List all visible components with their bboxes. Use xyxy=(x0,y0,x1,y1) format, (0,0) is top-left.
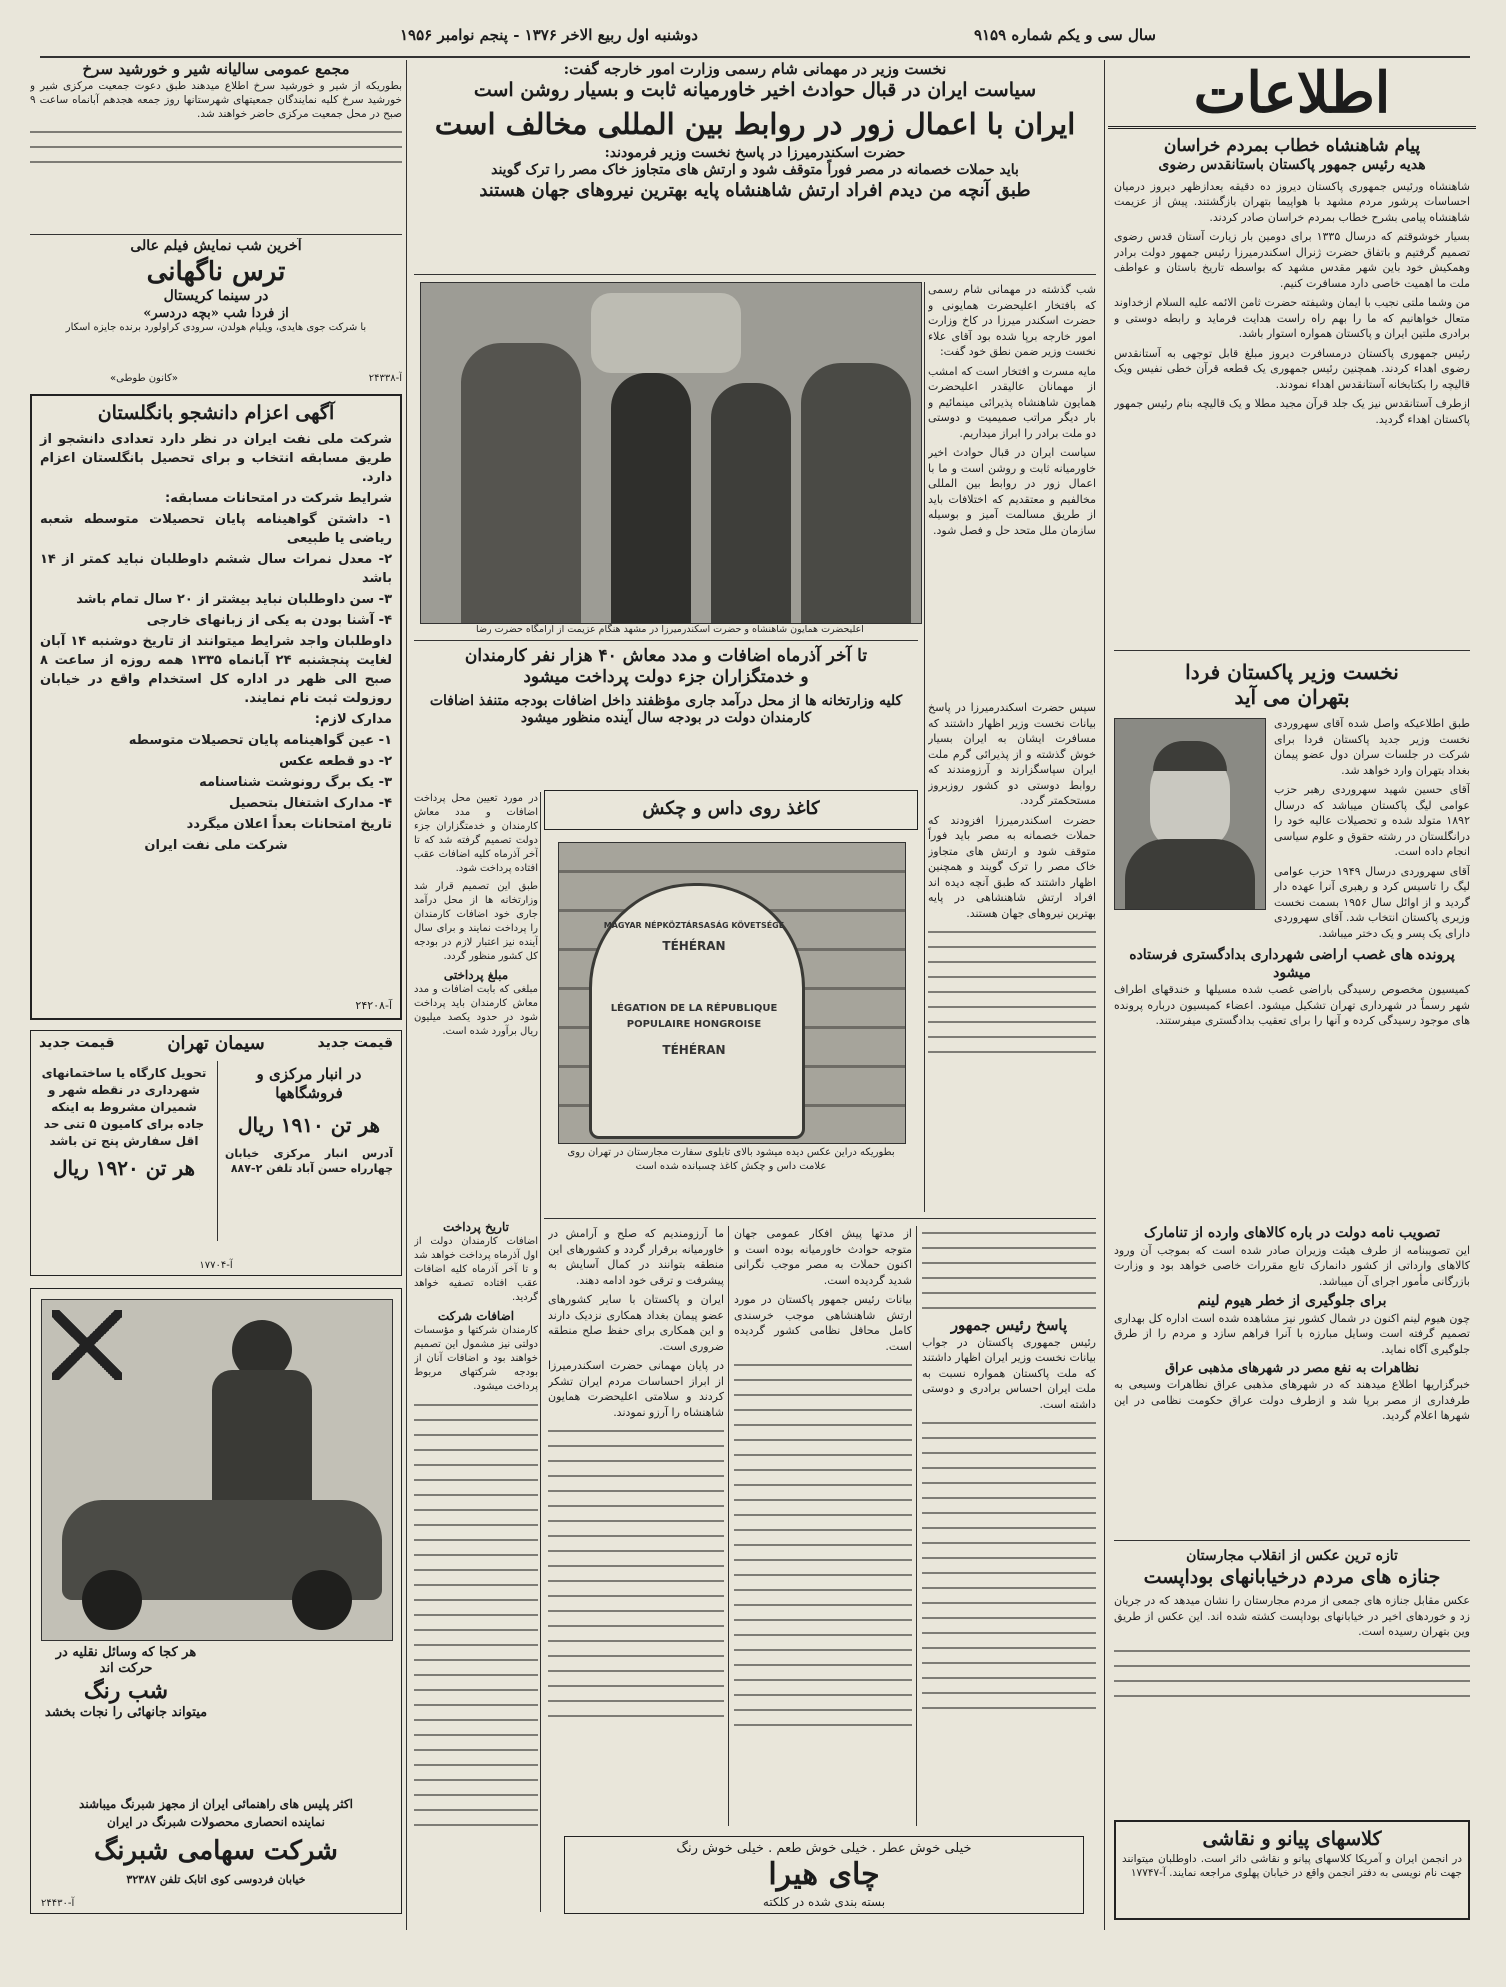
study-line: شرکت ملی نفت ایران xyxy=(144,837,288,853)
portrait-photo xyxy=(1114,718,1266,910)
article-col-continued xyxy=(928,700,1096,1210)
masthead-title: اطلاعات xyxy=(1108,60,1476,129)
paragraph: اضافات کارمندان دولت از اول آذرماه پرداخت خواهد شد و تا آخر آذرماه کلیه اضافات عقب افتاده تصفیه خواهد گردید. xyxy=(414,1236,538,1303)
left-column xyxy=(30,60,402,1930)
study-line: ۲- معدل نمرات سال ششم داوطلبان نباید کمتر از ۱۴ باشد xyxy=(40,551,392,586)
paragraph: آقای سهروردی درسال ۱۹۴۹ حزب عوامی لیگ را تاسیس کرد و رهبری آنرا عهده دار گردید و از اوائل سال ۱۹۵۶ بسمت نخست وزیری پاکستان انتخاب شد. آقای سهروردی دارای یک پسر و یک دختر میباشد. xyxy=(1274,864,1470,940)
tea-packaging: بسته بندی شده در کلکته xyxy=(762,1895,886,1909)
film-next: از فردا شب «بچه دردسر» xyxy=(143,305,289,321)
illegible-text-block xyxy=(734,1358,912,1738)
paragraph: در مورد تعیین محل پرداخت اضافات و مدد معاش کارمندان و خدمتگزاران جزء دولت تصمیم گرفته شد که تا آخر آذرماه کلیه اضافات عقب افتاده پرداخت شود. xyxy=(414,793,538,874)
study-line: شرکت ملی نفت ایران در نظر دارد تعدادی دانشجو از طریق مسابقه انتخاب و برای تحصیل بانگلستان اعزام دارد. xyxy=(40,431,392,485)
paragraph: این تصویبنامه از طرف هیئت وزیران صادر شده است که بموجب آن ورود کالاهای وارداتی از کشور دانمارک تابع مقررات خاصی خواهد بود و وزارت بازرگانی مأمور اجرای آن میباشد. xyxy=(1114,1243,1470,1288)
illegible-text-block xyxy=(414,1398,538,1838)
paragraph: سپس حضرت اسکندرمیرزا در پاسخ بیانات نخست وزیر اظهار داشتند که مسافرت ایشان به ایران بسیار خوش گذشته و از پذیرائی گرم ملت ایران سپاسگزارند و آرزومندند که روابط دوستی دو کشور روزبروز مستحکمتر گردد. xyxy=(928,701,1096,807)
dateline-year-issue: سال سی و یکم شماره ۹۱۵۹ xyxy=(973,26,1156,44)
salary-article-col-b xyxy=(414,1220,538,1910)
paragraph: چون هیوم لینم اکنون در شمال کشور نیز مشاهده شده است اداره کل بهداری تصمیم گرفته است وسایل مبارزه با آنرا فراهم سازد و مردم را از طرق جلوگیری آگاه نماید. xyxy=(1114,1311,1470,1356)
ad-piano-classes xyxy=(1114,1820,1470,1920)
deck-egypt-attacks: باید حملات خصمانه در مصر فوراً متوقف شود و ارتش های متجاوز خاک مصر را ترک گویند xyxy=(491,162,1019,179)
cement-left-text: تحویل کارگاه یا ساختمانهای شهرداری در نقطه شهر و شمیران مشروط به اینکه جاده برای کامیون ۵ تنی حد اقل سفارش پنج تن باشد xyxy=(41,1066,207,1148)
photo-shah-mirza xyxy=(420,282,922,624)
film-kicker: آخرین شب نمایش فیلم عالی xyxy=(130,238,302,254)
subhead-salary-date: تاریخ پرداخت xyxy=(443,1220,509,1234)
continued-col-2 xyxy=(734,1226,912,1826)
dateline-bar xyxy=(20,22,1486,52)
column-rule xyxy=(540,792,541,1912)
study-line: ۳- یک برگ رونوشت شناسنامه xyxy=(199,774,392,790)
film-code: آ-۲۴۳۳۸ xyxy=(368,373,402,384)
study-line: ۴- مدارک اشتغال بتحصیل xyxy=(228,795,392,811)
paragraph: از مدتها پیش افکار عمومی جهان متوجه حوادث خاورمیانه بوده است و اکنون حملات به مصر موجب نگرانی شدید گردیده است. xyxy=(734,1227,912,1287)
cement-address: آدرس انبار مرکزی خیابان چهارراه حسن آباد تلفن ۲-۸۸۷ xyxy=(225,1146,393,1175)
paragraph: عکس مقابل جنازه های جمعی از مردم مجارستان را نشان میدهد که در جریان زد و خوردهای اخیر در خیابانهای بوداپست کشته شده اند. این عکس از طریق وین بتهران رسیده است. xyxy=(1114,1594,1470,1639)
headline-pakistan-pm: نخست وزیر پاکستان فردا xyxy=(1185,660,1399,684)
study-line: ۳- سن داوطلبان نباید بیشتر از ۲۰ سال تمام باشد xyxy=(76,591,392,607)
column-rule xyxy=(916,1226,917,1826)
cement-delivery xyxy=(39,1065,209,1245)
shabrang-text-3: میتواند جانهائی را نجات بخشد xyxy=(44,1705,208,1720)
illegible-text-block xyxy=(1114,1644,1470,1704)
photo-embassy-sign xyxy=(558,842,906,1144)
continued-col-1 xyxy=(548,1226,724,1826)
sickle-hammer-block xyxy=(544,790,918,1216)
sign-text-3: LÉGATION DE LA RÉPUBLIQUE xyxy=(610,1003,778,1014)
paragraph: مایه مسرت و افتخار است که امشب از مهمانان عالیقدر اعلیحضرت همایون شاهنشاه پذیرائی مینمائیم و بار دیگر مراتب صمیمیت و دوستی دو ملت برادر را ابراز میداریم. xyxy=(928,364,1096,440)
photo-shah-mirza-caption: اعلیحضرت همایون شاهنشاه و حضرت اسکندرمیرزا در مشهد هنگام عزیمت از آرامگاه حضرت رضا xyxy=(476,624,864,635)
shabrang-text-5: نماینده انحصاری محصولات شبرنگ در ایران xyxy=(107,1815,325,1829)
cement-price-new-left: قیمت جدید xyxy=(39,1035,115,1051)
photo-embassy-caption: بطوریکه دراین عکس دیده میشود بالای تابلوی سفارت مجارستان در تهران روی علامت داس و چکش کاغذ چسبانده شده است xyxy=(567,1147,895,1172)
paragraph: کمیسیون مخصوص رسیدگی باراضی غصب شده مسیلها و خندقهای اطراف شهر رسماً در شهرداری تهران تشکیل میشود. اعضاء کمیسیون درباره پرونده های موجود رسیدگی کرده و آنها را برای تعقیب بدادگستری میفرستند. xyxy=(1114,983,1470,1027)
shabrang-text-1: هر کجا که وسائل نقلیه در حرکت اند xyxy=(55,1645,197,1677)
deck-salary: کلیه وزارتخانه ها از محل درآمد جاری مؤظفند داخل اضافات بودجه متنفذ اضافات کارمندان دولت در بودجه سال آینده منظور میشود xyxy=(429,692,903,726)
paragraph: رئیس جمهوری پاکستان درمسافرت دیروز مبلغ قابل توجهی به آستانقدس رضوی اهداء کردند. همچنین رئیس جمهوری یک قطعه قرآن خطی نفیس ویک قالیچه را بکتابخانه آستانقدس اهداء نمودند. xyxy=(1114,346,1470,391)
continued-col-3 xyxy=(922,1226,1096,1826)
dateline-date: دوشنبه اول ربیع الاخر ۱۳۷۶ - پنجم نوامبر ۱۹۵۶ xyxy=(400,26,698,44)
paragraph: بسیار خوشوقتم که درسال ۱۳۳۵ برای دومین بار زیارت آستان قدس رضوی تصمیم گرفتیم و باتفاق حضرت ژنرال اسکندرمیرزا رئیس جمهور دولت برادر وهمکیش خود باین شهر مقدس مشهد که بواسطه تاریخ باستان و عواطف ملت ما اهمیت خاصی دارد مسافرت کنیم. xyxy=(1114,230,1470,290)
shabrang-address: خیابان فردوسی کوی اتابک تلفن ۳۲۳۸۷ xyxy=(126,1873,306,1886)
ad-shabrang xyxy=(30,1288,402,1914)
salary-headline-block xyxy=(414,640,918,790)
divider xyxy=(544,1218,1096,1219)
headline-pakistan-pm-2: بتهران می آید xyxy=(1234,685,1350,709)
paragraph: ایران و پاکستان با سایر کشورهای عضو پیمان بغداد همکاری نزدیک دارند و این همکاری برای حفظ صلح منطقه ضروری است. xyxy=(548,1293,724,1353)
ad-tehran-cement xyxy=(30,1030,402,1276)
shabrang-text-2: شب رنگ xyxy=(83,1677,169,1704)
subhead-salary-company: اضافات شرکت xyxy=(437,1309,515,1323)
film-title: ترس ناگهانی xyxy=(146,256,286,287)
paragraph: سیاست ایران در قبال حوادث اخیر خاورمیانه ثابت و روشن است و ما با اعمال زور در روابط بین المللی مخالفیم و معتقدیم که اختلافات باید از طریق مسالمت آمیز و بوسیله سازمان ملل متحد حل و فصل شود. xyxy=(928,446,1096,537)
deck-army: طبق آنچه من دیدم افراد ارتش شاهنشاه پایه بهترین نیروهای جهان هستند xyxy=(479,179,1031,201)
paragraph: در پایان مهمانی حضرت اسکندرمیرزا از ابراز احساسات مردم ایران تشکر کردند و سلامتی اعلیحضرت همایون شاهنشاه را آرزو نمودند. xyxy=(548,1359,724,1419)
divider xyxy=(217,1061,218,1241)
headline-disease-prevention: برای جلوگیری از خطر هیوم لینم xyxy=(1197,1293,1387,1309)
study-line: ۴- آشنا بودن به یکی از زبانهای خارجی xyxy=(146,612,392,628)
dateline-rule xyxy=(40,56,1470,58)
cement-left-price: هر تن ۱۹۲۰ ریال xyxy=(52,1156,196,1180)
study-code: آ-۲۴۲۰۸ xyxy=(355,999,392,1012)
subhead-president-reply: پاسخ رئیس جمهور xyxy=(950,1316,1068,1334)
column-rule-right xyxy=(1104,60,1105,1930)
tea-brand: چای هیرا xyxy=(768,1857,880,1892)
illegible-text-block xyxy=(922,1416,1096,1716)
study-line: ۲- دو قطعه عکس xyxy=(279,753,392,769)
divider xyxy=(414,640,918,641)
cement-right-text: در انبار مرکزی و فروشگاهها xyxy=(256,1065,362,1102)
subhead-salary-amount: مبلغ پرداختی xyxy=(443,968,509,982)
paragraph: ما آرزومندیم که صلح و آرامش در خاورمیانه برقرار گردد و کشورهای این منطقه بتوانند در کمال آسایش به پیشرفت و ترقی خود ادامه دهند. xyxy=(548,1227,724,1287)
ad-piano-title: کلاسهای پیانو و نقاشی xyxy=(1202,1828,1382,1850)
paragraph: مبلغی که بابت اضافات و مدد معاش کارمندان باید پرداخت شود در حدود یکصد میلیون ریال برآورد شده است. xyxy=(414,984,538,1037)
study-line: مدارک لازم: xyxy=(314,711,392,727)
paragraph: بیانات رئیس جمهور پاکستان در مورد ارتش شاهنشاهی موجب خرسندی کامل محافل نظامی کشور گردیده است. xyxy=(734,1293,912,1353)
headline-hungary-photo: تازه ترین عکس از انقلاب مجارستان xyxy=(1186,1548,1398,1564)
divider xyxy=(1114,650,1470,651)
hungary-photo-article xyxy=(1114,1548,1470,1808)
subhead-pakistan-gift: هدیه رئیس جمهور پاکستان باستانقدس رضوی xyxy=(1158,157,1426,174)
red-lion-meeting xyxy=(30,60,402,228)
headline-sickle: کاغذ روی داس و چکش xyxy=(642,798,820,819)
cement-warehouse xyxy=(225,1065,393,1185)
sign-text-1: MAGYAR NÉPKÖZTÁRSASÁG KÖVETSÉGE xyxy=(603,921,785,930)
cement-right-price: هر تن ۱۹۱۰ ریال xyxy=(237,1112,381,1137)
film-cast: با شرکت جوی هایدی، ویلیام هولدن، سرودی کراولورد برنده جایزه اسکار xyxy=(65,321,367,333)
illegible-text-block xyxy=(30,125,402,165)
study-title: آگهی اعزام دانشجو بانگلستان xyxy=(97,402,335,424)
kicker-pm-dinner: نخست وزیر در مهمانی شام رسمی وزارت امور خارجه گفت: xyxy=(563,60,947,78)
ad-hira-tea xyxy=(564,1836,1084,1914)
ad-shabrang-photo xyxy=(41,1299,393,1641)
pakistan-pm-article xyxy=(1114,660,1470,1220)
cement-code: آ-۱۷۷۰۴ xyxy=(199,1260,233,1271)
main-headline-block xyxy=(414,60,1096,275)
illegible-text-block xyxy=(922,1226,1096,1316)
tea-slogan: خیلی خوش عطر . خیلی خوش طعم . خیلی خوش رنگ xyxy=(676,1841,972,1856)
shabrang-code: آ-۲۴۴۳۰ xyxy=(41,1898,75,1909)
illegible-text-block xyxy=(548,1424,724,1724)
center-section xyxy=(410,60,1100,1930)
film-ticket: «کانون طوطی» xyxy=(110,373,178,384)
headline-red-lion-meeting: مجمع عمومی سالیانه شیر و خورشید سرخ xyxy=(82,60,350,78)
shabrang-company: شرکت سهامی شبرنگ xyxy=(94,1836,338,1866)
headline-budapest: جنازه های مردم درخیابانهای بوداپست xyxy=(1143,1565,1441,1588)
sign-text-4: POPULAIRE HONGROISE xyxy=(626,1019,762,1030)
paragraph: شاهنشاه ورئیس جمهوری پاکستان دیروز ده دقیقه بعدازظهر دیروز درمیان احساسات پرشور مردم مشهد با هواپیما بتهران بازگشتند. پیش از عزیمت شاهنشاه پیامی بشرح خطاب بمردم خراسان صادر کردند. xyxy=(1114,179,1470,224)
headline-land-cases: پرونده های غصب اراضی شهرداری بدادگستری فرستاده میشود xyxy=(1129,947,1455,981)
paragraph: خبرگزاریها اطلاع میدهند که در شهرهای مذهبی عراق نظاهرات وسیعی به طرفداری از مصر برپا شد و ازطرف دولت عراق حکومت نظامی در این شهرها اعلام گردید. xyxy=(1114,1378,1470,1423)
paragraph: طبق این تصمیم قرار شد وزارتخانه ها از محل درآمد جاری خود اضافات کارمندان را پرداخت نمایند و برای سال آینده نیز اعتبار لازم در بودجه کل کشور منظور گردد. xyxy=(414,881,538,962)
paragraph: من وشما ملتی نجیب با ایمان وشیفته حضرت ثامن الائمه علیه السلام ازخداوند متعال خواهانیم که ما را بهم راه راست هدایت فرماید و رابطه دوستی و برادری ملتین ایران و پاکستان همواره استوار باشد. xyxy=(1114,296,1470,341)
column-rule xyxy=(728,1226,729,1826)
headline-salary-2: و خدمتگزاران جزء دولت پرداخت میشود xyxy=(523,667,809,688)
study-line: شرایط شرکت در امتحانات مسابقه: xyxy=(165,490,392,506)
headline-salary: تا آخر آذرماه اضافات و مدد معاش ۴۰ هزار نفر کارمندان xyxy=(464,646,868,666)
shabrang-text-4: اکثر پلیس های راهنمائی ایران از مجهز شبرنگ میباشند xyxy=(79,1797,353,1811)
sickle-headline-box xyxy=(544,790,918,830)
study-line: داوطلبان واجد شرایط میتوانند از تاریخ دوشنبه ۱۴ آبان لغایت پنجشنبه ۲۴ آبانماه ۱۳۳۵ همه روزه از ساعت ۸ صبح الی ظهر در اداره کل استخدام واقع در خیابان روزولت ثبت نام نمایند. xyxy=(40,633,393,706)
ad-film xyxy=(30,238,402,384)
study-line: ۱- داشتن گواهینامه پایان تحصیلات متوسطه شعبه ریاضی یا طبیعی xyxy=(40,511,392,546)
deck-president-reply: حضرت اسکندرمیرزا در پاسخ نخست وزیر فرمودند: xyxy=(604,144,906,161)
article-col-beside-photo xyxy=(928,282,1096,700)
divider xyxy=(414,274,1096,275)
shah-message-article xyxy=(1114,136,1470,636)
illegible-text-block xyxy=(928,925,1096,1065)
paragraph: ازطرف آستانقدس نیز یک جلد قرآن مجید مطلا و یک قالیچه بنام رئیس جمهور پاکستان اهداء گردید. xyxy=(1114,397,1470,426)
column-rule-left xyxy=(406,60,407,1930)
paragraph: رئیس جمهوری پاکستان در جواب بیانات نخست وزیر ایران اظهار داشتند که ملت پاکستان همواره نسبت به ملت ایران احساس برادری و دوستی داشته است. xyxy=(922,1335,1096,1411)
ad-shabrang-slogan xyxy=(41,1645,211,1795)
paragraph: بطوریکه از شیر و خورشید سرخ اطلاع میدهند طبق دعوت جمعیت مرکزی شیر و خورشید سرخ کلیه نمایندگان جمعیتهای شهرستانها روز جمعه هجدهم آبانماه ساعت ۹ صبح در محل جمعیت مرکزی حاضر خواهند شد. xyxy=(30,79,402,120)
paragraph: حضرت اسکندرمیرزا افزودند که حملات خصمانه به مصر باید فوراً متوقف شود و ارتش های متجاوز خاک مصر را ترک گویند و همچنین اظهار داشتند که طبق آنچه دیده اند افراد ارتش شاهنشاهی در پایه بهترین نیروهای جهان هستند. xyxy=(928,813,1096,920)
film-cinema: در سینما کریستال xyxy=(163,288,269,304)
headline-iran-policy: سیاست ایران در قبال حوادث اخیر خاورمیانه ثابت و بسیار روشن است xyxy=(473,78,1037,101)
sign-text-5: TÉHÉRAN xyxy=(662,1043,726,1057)
paragraph: کارمندان شرکتها و مؤسسات دولتی نیز مشمول این تصمیم خواهند بود و اضافات آنان از بودجه شرکتهای مربوط پرداخت میشود. xyxy=(414,1325,538,1392)
study-line: ۱- عین گواهینامه پایان تحصیلات متوسطه xyxy=(128,732,392,748)
short-news-block xyxy=(1114,1225,1470,1535)
headline-import-decree: تصویب نامه دولت در باره کالاهای وارده از تنامارک xyxy=(1144,1225,1440,1241)
paragraph: آقای حسین شهید سهروردی رهبر حزب عوامی لیگ پاکستان میباشد که درسال ۱۸۹۲ متولد شده و تحصیلات عالیه خود را درانگلستان در رشته حقوق و علوم سیاسی انجام داده است. xyxy=(1274,783,1470,858)
right-column xyxy=(1108,60,1476,1930)
headline-iran-force: ایران با اعمال زور در روابط بین المللی مخالف است xyxy=(434,106,1076,141)
study-line: تاریخ امتحانات بعداً اعلان میگردد xyxy=(186,816,392,832)
ad-study-england xyxy=(30,394,402,1020)
cement-title: سیمان تهران xyxy=(167,1033,265,1054)
paragraph: شب گذشته در مهمانی شام رسمی که بافتخار اعلیحضرت همایونی و حضرت اسکندر میرزا در کاخ وزارت امور خارجه برپا شده بود آقای علاء نخست وزیر ضمن نطق خود گفت: xyxy=(928,283,1096,358)
column-rule xyxy=(924,282,925,1212)
ad-piano-text: در انجمن ایران و آمریکا کلاسهای پیانو و نقاشی دائر است. داوطلبان میتوانند جهت نام نویسی به دفتر انجمن واقع در خیابان پهلوی مراجعه نمایند. آ-۱۷۷۴۷ xyxy=(1122,1852,1462,1879)
paragraph: طبق اطلاعیکه واصل شده آقای سهروردی نخست وزیر جدید پاکستان فردا برای شرکت در جلسات سران دول عضو پیمان بغداد بتهران وارد خواهد شد. xyxy=(1274,717,1470,777)
salary-article-col-a xyxy=(414,792,538,1212)
divider xyxy=(30,234,402,235)
divider xyxy=(1114,1540,1470,1541)
headline-iraq-demonstrations: نظاهرات به نفع مصر در شهرهای مذهبی عراق xyxy=(1164,1361,1420,1376)
sign-text-2: TÉHÉRAN xyxy=(662,939,726,953)
headline-shah-message: پیام شاهنشاه خطاب بمردم خراسان xyxy=(1163,136,1421,156)
cement-price-new-right: قیمت جدید xyxy=(317,1035,393,1051)
